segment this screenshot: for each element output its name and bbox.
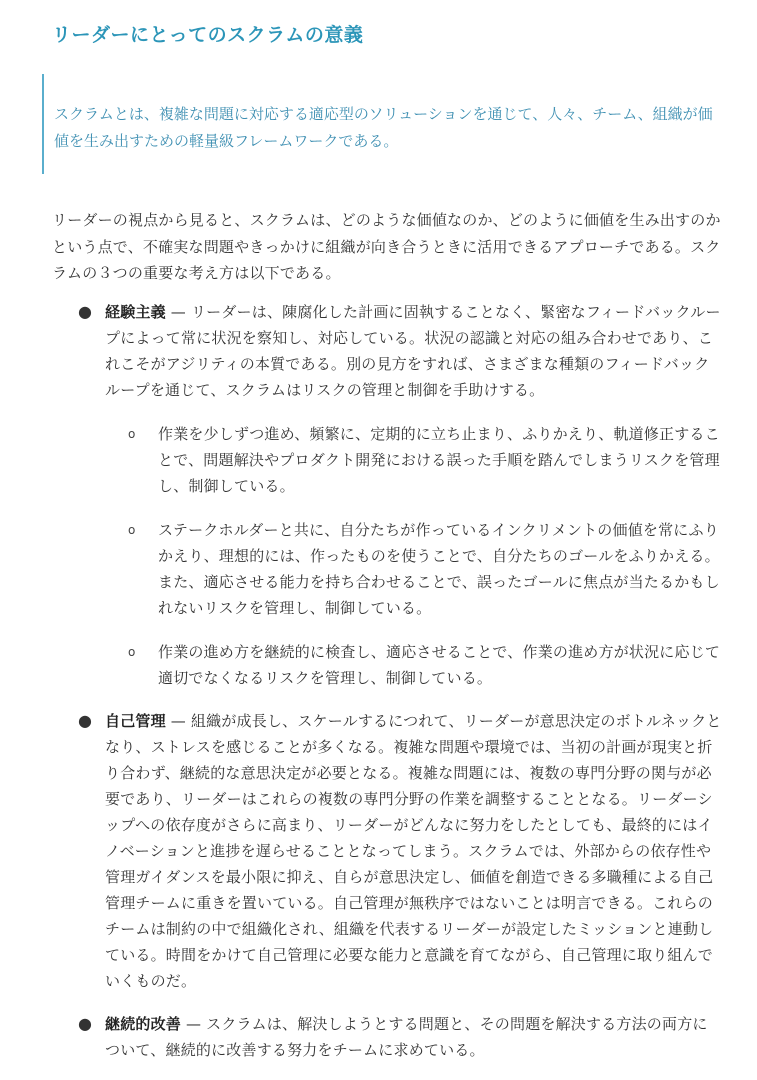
circle-bullet-icon: o (128, 645, 136, 659)
sub-item-text: ステークホルダーと共に、自分たちが作っているインクリメントの価値を常にふりかえり、理想的には、作ったものを使うことで、自分たちのゴールをふりかえる。また、適応させる能力を持ち合わせることで、誤ったゴールに焦点が当たるかもしれないリスクを管理し、制御している。 (158, 521, 720, 617)
term-description: — 組織が成長し、スケールするにつれて、リーダーが意思決定のボトルネックとなり、ストレスを感じることが多くなる。複雑な問題や環境では、当初の計画が現実と折り合わず、継続的な意思決定が必要となる。複雑な問題には、複数の専門分野の関与が必要であり、リーダーはこれらの複数の専門分野の作業を調整することとなる。リーダーシップへの依存度がさらに高まり、リーダーがどんなに努力をしたとしても、最終的にはイノベーションと進捗を遅らせることとなってしまう。スクラムでは、外部からの依存性や管理ガイダンスを最小限に抑え、自らが意思決定し、価値を創造できる多職種による自己管理チームに重きを置いている。自己管理が無秩序ではないことは明言できる。これらのチームは制約の中で組織化され、組織を代表するリーダーが設定したミッションと連動している。時間をかけて自己管理に必要な能力と意識を育てながら、自己管理に取り組んでいくものだ。 (105, 712, 722, 990)
sub-item-text: 作業を少しずつ進め、頻繁に、定期的に立ち止まり、ふりかえり、軌道修正することで、問題解決やプロダクト開発における誤った手順を踏んでしまうリスクを管理し、制御している。 (158, 425, 720, 495)
intro-paragraph: リーダーの視点から見ると、スクラムは、どのような価値なのか、どのように価値を生み出すのかという点で、不確実な問題やきっかけに組織が向き合うときに活用できるアプローチである。スクラムの３つの重要な考え方は以下である。 (52, 211, 721, 282)
sub-list-item (105, 517, 722, 621)
term-label: 経験主義 (105, 303, 166, 321)
sub-list-item (105, 421, 722, 499)
sub-item-text: 作業の進め方を継続的に検査し、適応させることで、作業の進め方が状況に応じて適切でなくなるリスクを管理し、制御している。 (158, 643, 721, 687)
concept-list (52, 299, 722, 1080)
sub-list-item (105, 639, 722, 691)
definition-text: スクラムとは、複雑な問題に対応する適応型のソリューションを通じて、人々、チーム、組織が価値を生み出すための軽量級フレームワークである。 (54, 105, 713, 150)
sub-list (105, 421, 722, 691)
term-label: 自己管理 (105, 712, 166, 730)
circle-bullet-icon: o (128, 523, 136, 537)
term-label: 継続的改善 (105, 1015, 182, 1033)
list-item-continuous-improvement (52, 1011, 722, 1063)
list-item-self-management (52, 708, 722, 994)
circle-bullet-icon: o (128, 427, 136, 441)
definition-blockquote (42, 74, 722, 174)
bullet-icon: ● (78, 302, 93, 321)
bullet-icon: ● (78, 1014, 93, 1033)
term-description: — リーダーは、陳腐化した計画に固執することなく、緊密なフィードバックループによって常に状況を察知し、対応している。状況の認識と対応の組み合わせであり、これこそがアジリティの本質である。別の見方をすれば、さまざまな種類のフィードバックループを通じて、スクラムはリスクの管理と制御を手助けする。 (105, 303, 721, 399)
bullet-icon: ● (78, 711, 93, 730)
page-title: リーダーにとってのスクラムの意義 (52, 24, 364, 46)
term-description: — スクラムは、解決しようとする問題と、その問題を解決する方法の両方について、継続的に改善する努力をチームに求めている。 (105, 1015, 708, 1059)
list-item-empiricism (52, 299, 722, 691)
